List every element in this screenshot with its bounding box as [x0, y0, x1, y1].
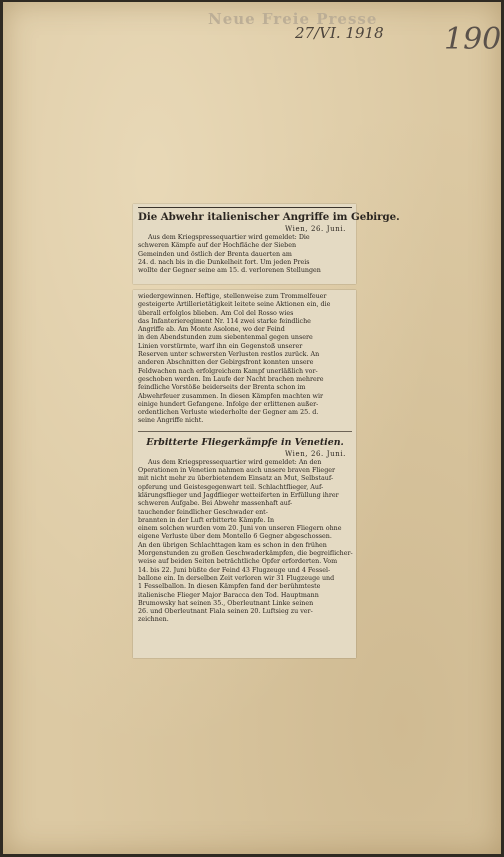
text-line: Aus dem Kriegspressequartier wird gemeldet: An den	[148, 458, 322, 466]
text-line: geschoben werden. Im Laufe der Nacht brachen mehrere	[138, 375, 324, 383]
article-2-body	[138, 459, 352, 625]
text-line: 24. d. nach bis in die Dunkelheit fort. Um jeden Preis	[138, 258, 310, 266]
text-line: anderen Abschnitten der Gebirgsfront konnten unsere	[138, 359, 314, 367]
text-line: das Infanterieregiment Nr. 114 zwei starke feindliche	[138, 317, 311, 325]
text-line: brannten in der Luft erbitterte Kämpfe. In	[138, 516, 275, 524]
article-1-continuation	[138, 293, 352, 426]
text-line: Reserven unter schwersten Verlusten restlos zurück. An	[138, 351, 320, 359]
article-2-dateline: Wien, 26. Juni.	[284, 449, 346, 458]
text-line: wiedergewinnen. Heftige, stellenweise zum Trommelfeuer	[138, 293, 327, 300]
text-line: Morgenstunden zu großen Geschwaderkämpfen, die begreiflicher-	[138, 550, 353, 558]
text-line: italienische Flieger Major Baracca den Tod. Hauptmann	[138, 591, 319, 599]
text-line: zeichnen.	[138, 616, 169, 624]
article-1-dateline: Wien, 26. Juni.	[284, 225, 346, 233]
newspaper-stamp: Neue Freie Presse	[208, 10, 378, 28]
text-line: Gemeinden und östlich der Brenta dauerten am	[138, 250, 292, 258]
text-line: ballone ein. In derselben Zeit verloren wir 31 Flugzeuge und	[138, 574, 335, 582]
text-line: eigene Verluste über dem Montello 6 Gegner abgeschossen.	[138, 533, 332, 541]
text-line: Brumowsky hat seinen 35., Oberleutnant Linke seinen	[138, 599, 314, 607]
clipping-article-2	[133, 290, 356, 658]
text-line: feindliche Vorstöße beiderseits der Brenta schon im	[138, 384, 306, 392]
text-line: Abwehrfeuer zusammen. In diesen Kämpfen machten wir	[138, 392, 324, 400]
text-line: einem solchen wurden vom 20. Juni von unseren Fliegern ohne	[138, 525, 342, 533]
text-line: Linien vorstürmte, warf ihn ein Gegenstoß unserer	[138, 342, 303, 350]
article-1-body	[138, 234, 352, 275]
text-line: seine Angriffe nicht.	[138, 417, 204, 425]
text-line: weise auf beiden Seiten beträchtliche Opfer erforderten. Vom	[138, 558, 338, 566]
text-line: Feldwachen nach erfolgreichem Kampf unerläßlich vor-	[138, 367, 318, 375]
text-line: wollte der Gegner seine am 15. d. verlorenen Stellungen	[138, 267, 321, 275]
clipping-article-1	[133, 204, 400, 284]
text-line: schweren Kämpfe auf der Hochfläche der Sieben	[138, 242, 297, 250]
text-line: 1 Fesselballon. In diesen Kämpfen fand der berühmteste	[138, 583, 321, 591]
text-line: schweren Aufgabe. Bei Abwehr massenhaft auf-	[138, 500, 293, 508]
text-line: gesteigerte Artillerietätigkeit leitete seine Aktionen ein, die	[138, 301, 331, 309]
text-line: An den übrigen Schlachttagen kam es schon in den frühen	[138, 541, 327, 549]
text-line: 14. bis 22. Juni büßte der Feind 43 Flugzeuge und 4 Fessel-	[138, 566, 331, 574]
column-rule	[138, 431, 352, 432]
handwritten-date: 27/VI. 1918	[295, 24, 384, 42]
article-1-headline: Die Abwehr italienischer Angriffe im Gebirge.	[138, 207, 352, 224]
text-line: einige hundert Gefangene. Infolge der erlittenen außer-	[138, 400, 319, 408]
text-line: in den Abendstunden zum siebentenmal gegen unsere	[138, 334, 313, 342]
text-line: opferung und Geistesgegenwart teil. Schlachtflieger, Auf-	[138, 483, 324, 491]
text-line: überall erfolglos blieben. Am Col del Rosso wies	[138, 309, 294, 317]
article-2-headline: Erbitterte Fliegerkämpfe in Venetien.	[146, 436, 344, 448]
text-line: tauchender feindlicher Geschwader ent-	[138, 508, 268, 516]
text-line: Aus dem Kriegspressequartier wird gemeldet: Die	[148, 234, 310, 241]
text-line: ordentlichen Verluste wiederholte der Gegner am 25. d.	[138, 409, 319, 417]
page-number: 190	[444, 22, 502, 57]
text-line: klärungsflieger und Jagdflieger wetteiferten in Erfüllung ihrer	[138, 491, 339, 499]
text-line: Operationen in Venetien nahmen auch unsere braven Flieger	[138, 467, 336, 475]
text-line: 26. und Oberleutnant Fiala seinen 20. Luftsieg zu ver-	[138, 608, 313, 616]
text-line: mit nicht mehr zu überbietendem Einsatz an Mut, Selbstauf-	[138, 475, 334, 483]
text-line: Angriffe ab. Am Monte Asolone, wo der Feind	[138, 326, 285, 334]
